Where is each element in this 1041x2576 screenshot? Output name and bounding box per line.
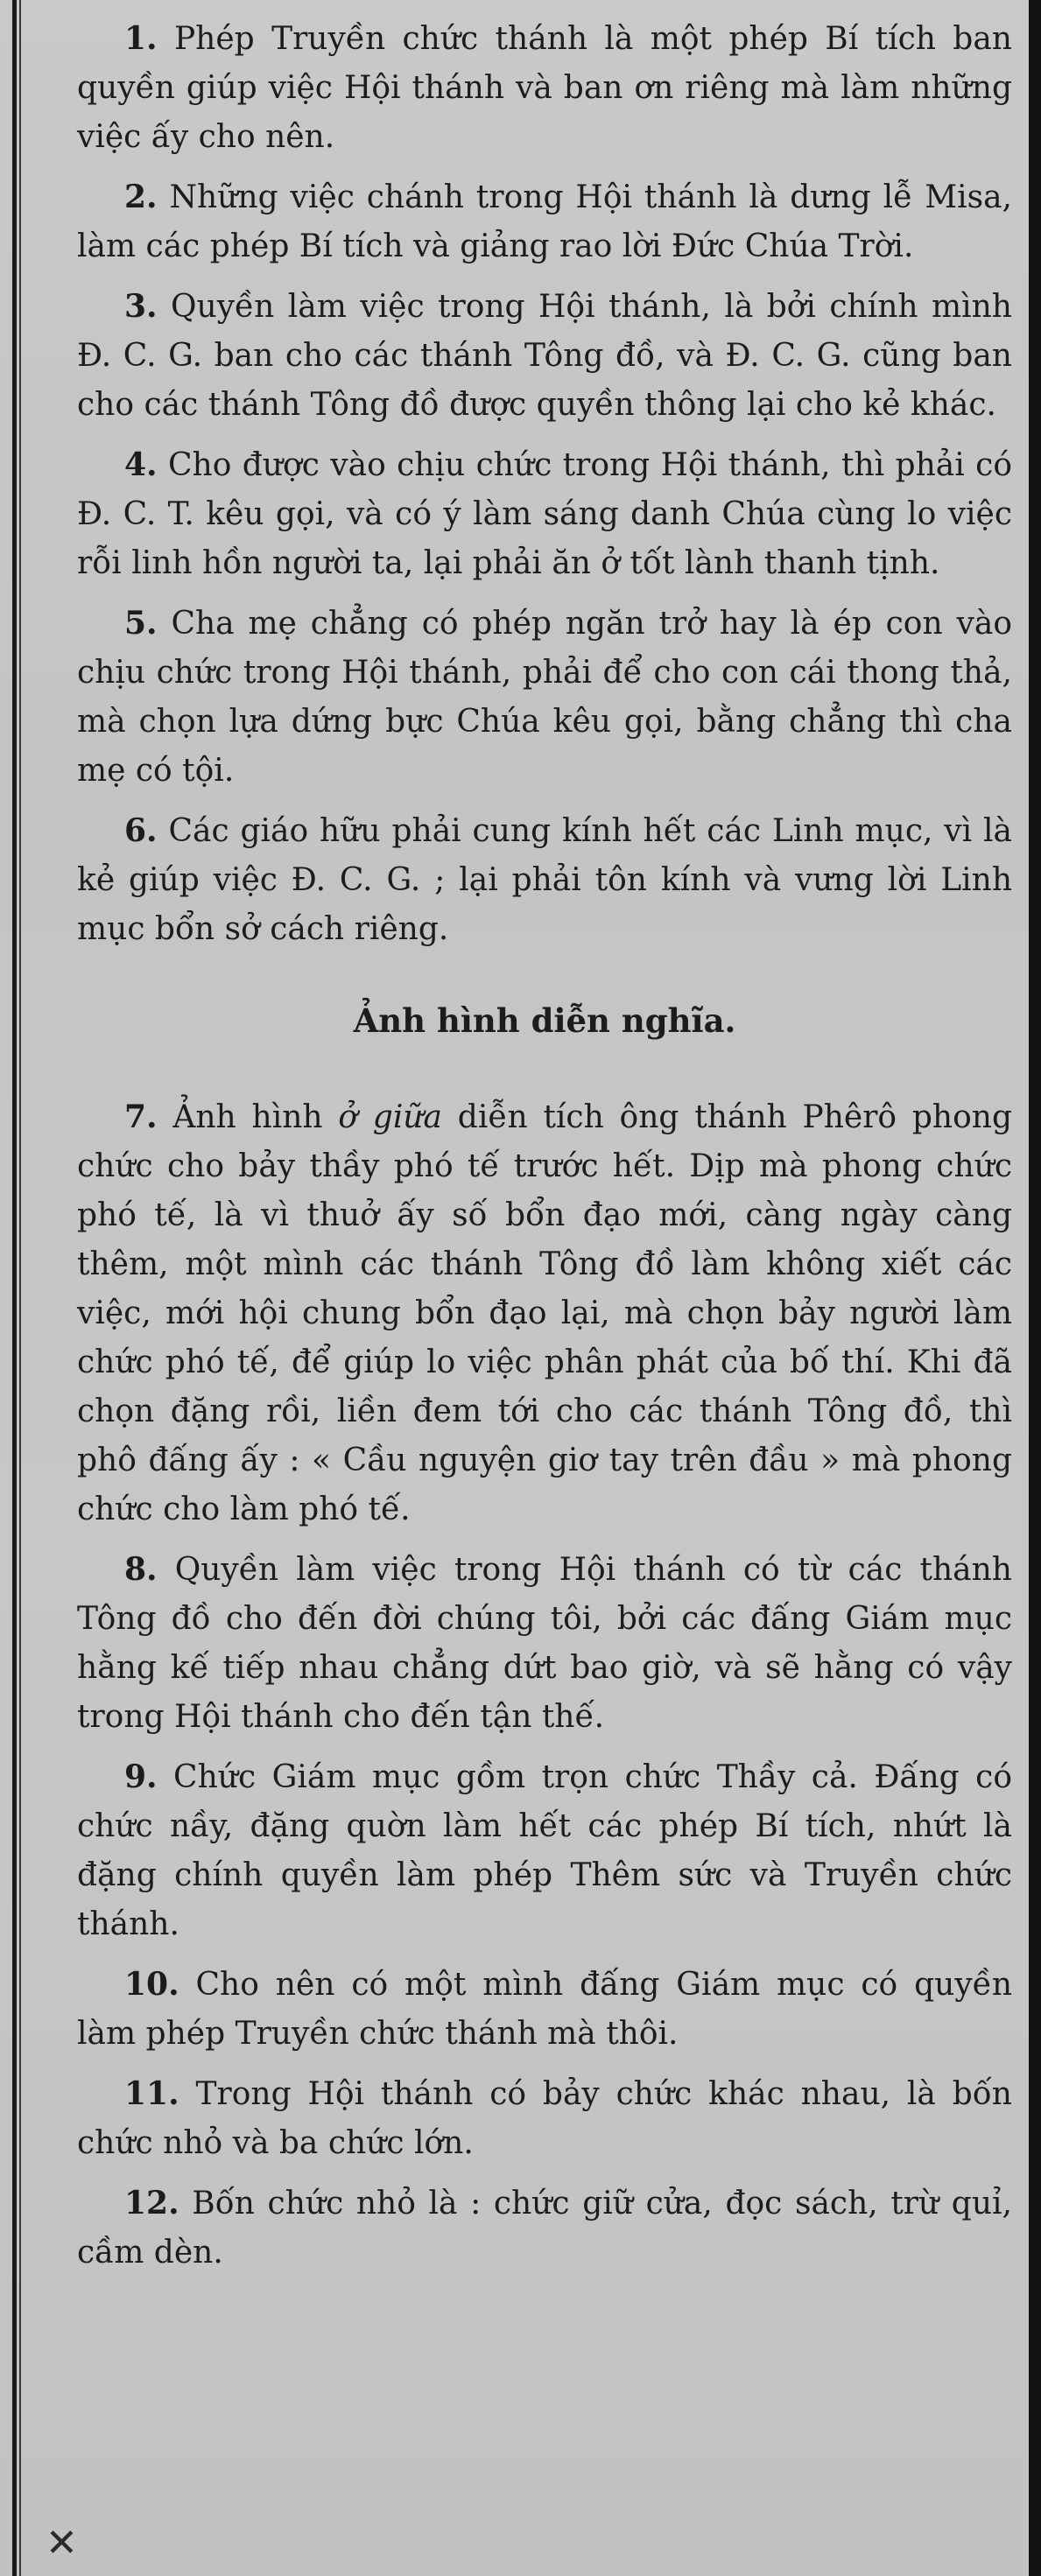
paragraph-text: Những việc chánh trong Hội thánh là dưng lễ Misa, làm các phép Bí tích và giảng rao lời Đức Chúa Trời.: [77, 179, 1012, 264]
paragraph-text: Các giáo hữu phải cung kính hết các Linh mục, vì là kẻ giúp việc Đ. C. G. ; lại phải tôn kính và vưng lời Linh mục bổn sở cách riêng.: [77, 813, 1012, 947]
paragraph-text: Quyền làm việc trong Hội thánh có từ các thánh Tông đồ cho đến đời chúng tôi, bởi các đấng Giám mục hằng kế tiếp nhau chẳng dứt bao giờ, và sẽ hằng có vậy trong Hội thánh cho đến tận thế.: [77, 1552, 1012, 1735]
left-border-inner: [19, 0, 21, 2576]
paragraph-4: [77, 440, 1012, 588]
paragraph-text-post: diễn tích ông thánh Phêrô phong chức cho bảy thầy phó tế trước hết. Dịp mà phong chức phó tế, là vì thuở ấy số bổn đạo mới, càng ngày càng thêm, một mình các thánh Tông đồ làm không xiết các việc, mới hội chung bổn đạo lại, mà chọn bảy người làm chức phó tế, để giúp lo việc phân phát của bố thí. Khi đã chọn đặng rồi, liền đem tới cho các thánh Tông đồ, thì phô đấng ấy : « Cầu nguyện giơ tay trên đầu » mà phong chức cho làm phó tế.: [77, 1099, 1012, 1527]
paragraph-text: Chức Giám mục gồm trọn chức Thầy cả. Đấng có chức nầy, đặng quờn làm hết các phép Bí tích, nhứt là đặng chính quyền làm phép Thêm sức và Truyền chức thánh.: [77, 1759, 1012, 1942]
paragraph-6: [77, 806, 1012, 954]
paragraph-11: [77, 2069, 1012, 2168]
paragraph-number: 3.: [124, 288, 158, 325]
paragraph-1: [77, 14, 1012, 162]
paragraph-number: 11.: [124, 2075, 179, 2112]
paragraph-3: [77, 282, 1012, 430]
paragraph-number: 4.: [124, 446, 158, 483]
paragraph-number: 5.: [124, 605, 158, 642]
left-border: [12, 0, 17, 2576]
paragraph-number: 9.: [124, 1758, 158, 1795]
paragraph-number: 1.: [124, 20, 158, 57]
paragraph-text: Bốn chức nhỏ là : chức giữ cửa, đọc sách, trừ quỉ, cầm dèn.: [77, 2186, 1012, 2271]
paragraph-10: [77, 1960, 1012, 2059]
paragraph-8: [77, 1545, 1012, 1742]
paragraph-5: [77, 599, 1012, 796]
paragraph-12: [77, 2179, 1012, 2278]
paragraph-number: 2.: [124, 179, 158, 215]
paragraph-text: Cha mẹ chẳng có phép ngăn trở hay là ép con vào chịu chức trong Hội thánh, phải để cho con cái thong thả, mà chọn lựa dứng bực Chúa kêu gọi, bằng chẳng thì cha mẹ có tội.: [77, 606, 1012, 789]
paragraph-text-pre: Ảnh hình: [157, 1099, 339, 1135]
paragraph-number: 12.: [124, 2185, 179, 2222]
paragraph-text: Phép Truyền chức thánh là một phép Bí tích ban quyền giúp việc Hội thánh và ban ơn riêng mà làm những việc ấy cho nên.: [77, 21, 1012, 155]
section-heading: Ảnh hình diễn nghĩa.: [353, 1001, 736, 1040]
paragraph-text: Cho được vào chịu chức trong Hội thánh, thì phải có Đ. C. T. kêu gọi, và có ý làm sáng danh Chúa cùng lo việc rỗi linh hồn người ta, lại phải ăn ở tốt lành thanh tịnh.: [77, 447, 1012, 581]
paragraph-9: [77, 1752, 1012, 1949]
paragraph-7: [77, 1092, 1012, 1534]
paragraph-number: 6.: [124, 812, 158, 849]
paragraph-2: [77, 172, 1012, 271]
right-border: [1029, 0, 1041, 2576]
paragraph-number: 7.: [124, 1098, 158, 1135]
paragraph-text: Cho nên có một mình đấng Giám mục có quyền làm phép Truyền chức thánh mà thôi.: [77, 1967, 1012, 2052]
paragraph-text: Trong Hội thánh có bảy chức khác nhau, là bốn chức nhỏ và ba chức lớn.: [77, 2076, 1012, 2161]
paragraph-text: Quyền làm việc trong Hội thánh, là bởi chính mình Đ. C. G. ban cho các thánh Tông đồ, và Đ. C. G. cũng ban cho các thánh Tông đồ được quyền thông lại cho kẻ khác.: [77, 289, 1012, 423]
text-column: [77, 14, 1012, 2288]
corner-mark: ✕: [46, 2521, 78, 2565]
paragraph-number: 10.: [124, 1966, 179, 2003]
paragraph-number: 8.: [124, 1551, 158, 1588]
paragraph-text-italic: ở giữa: [338, 1099, 443, 1135]
